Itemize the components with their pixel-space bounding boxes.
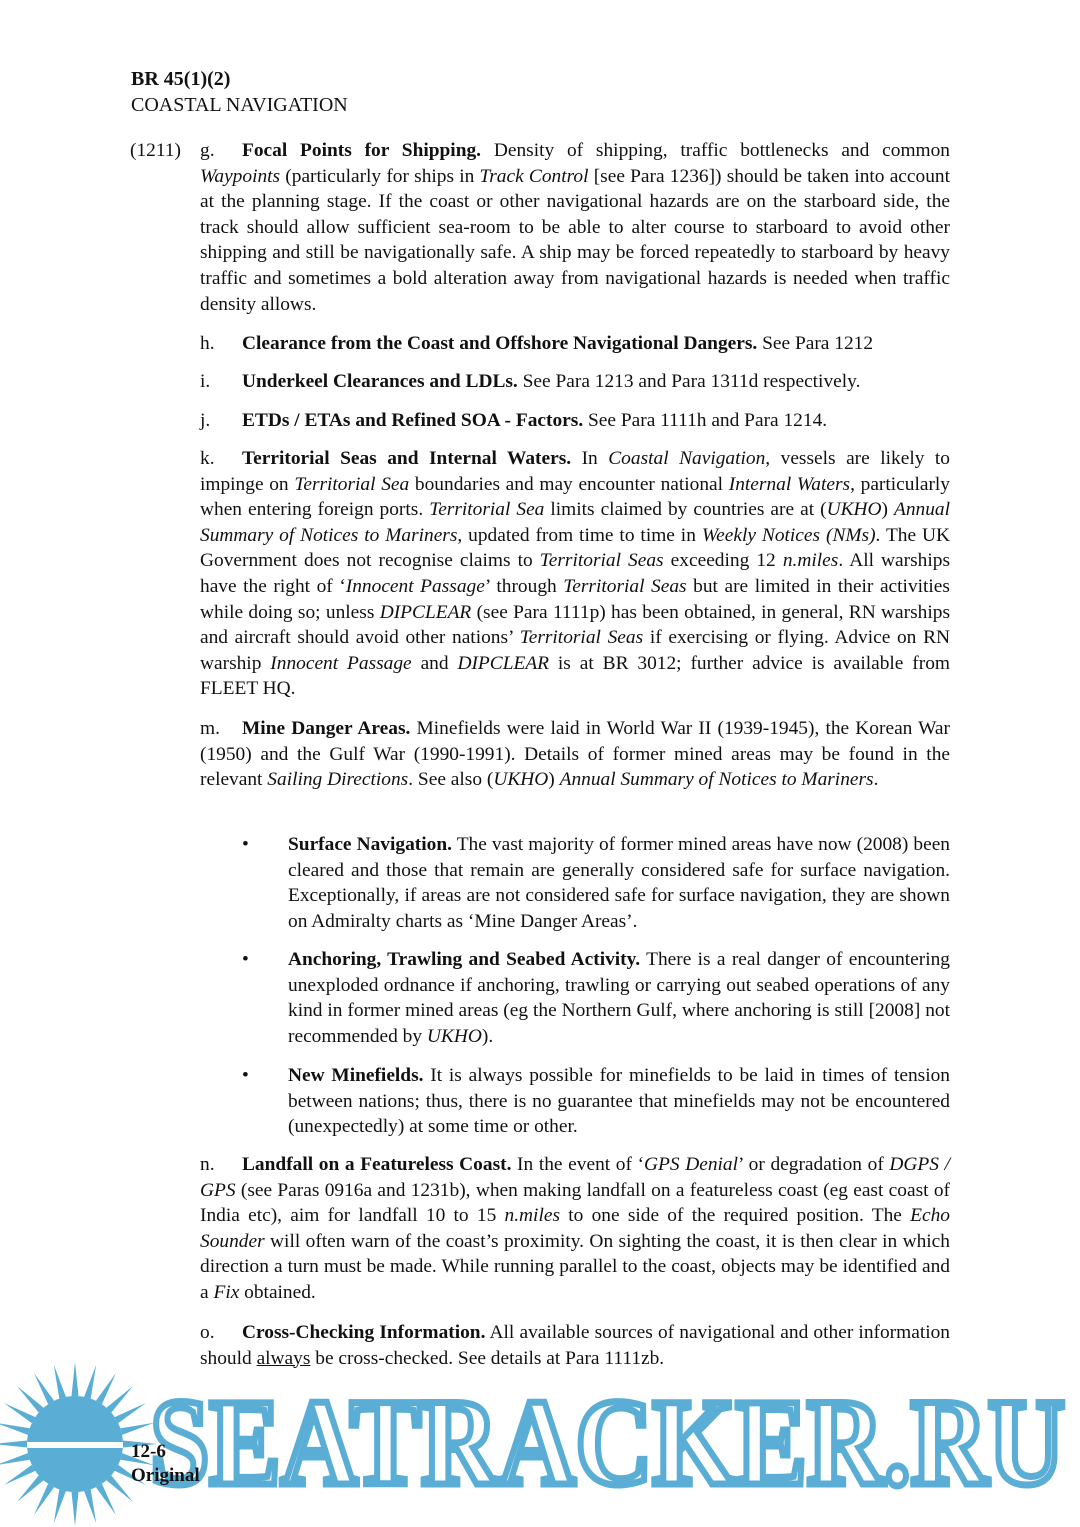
sun-ray (115, 1403, 146, 1423)
term: DIPCLEAR (379, 601, 472, 623)
term: UKHO (426, 1025, 482, 1047)
sun-ray (84, 1365, 96, 1399)
bullet-symbol: • (242, 834, 249, 855)
item-heading: Focal Points for Shipping. (242, 140, 482, 161)
item-k (200, 446, 950, 702)
term: Territorial Seas (563, 575, 687, 597)
bullet-heading: Surface Navigation. (288, 834, 452, 855)
text: exceeding 12 (663, 550, 783, 572)
sun-ray (4, 1465, 35, 1485)
item-heading: Landfall on a Featureless Coast. (242, 1154, 512, 1175)
emphasis: always (256, 1347, 311, 1369)
text: to one side of the required position. The (560, 1205, 911, 1227)
sun-ray (84, 1489, 96, 1523)
text: (particularly for ships in (280, 165, 480, 187)
item-n (200, 1152, 950, 1306)
sun-ray (0, 1441, 27, 1448)
sun-horizon (27, 1442, 123, 1448)
term: Annual Summary of Notices to Mariners (200, 499, 951, 546)
sun-ray (0, 1423, 30, 1435)
item-heading: Territorial Seas and Internal Waters. (242, 448, 572, 469)
sun-ray (106, 1386, 133, 1413)
sun-ray (54, 1489, 66, 1523)
term: Innocent Passage (270, 652, 412, 674)
text: if exercising or flying. Advice on RN warship (200, 627, 950, 674)
text: obtained. (239, 1281, 316, 1303)
text: See Para 1212 (757, 333, 874, 354)
item-heading: ETDs / ETAs and Refined SOA - Factors. (242, 410, 584, 431)
text: , particularly when entering foreign ports. (200, 473, 950, 521)
bullet-heading: Anchoring, Trawling and Seabed Activity. (288, 949, 641, 970)
watermark-text: SEATRACKER.RU (150, 1374, 1065, 1511)
text: Minefields were laid in World War II (1939-1945), the Korean War (1950) and the Gulf War (1990-1991). Details of former mined areas may be found in the relevant (200, 718, 950, 791)
text: , vessels are likely to impinge on (200, 448, 950, 495)
text: See Para 1111h and Para 1214. (583, 410, 828, 431)
term: Territorial Seas (539, 550, 664, 572)
text: It is always possible for minefields to be laid in times of tension between nations; thus, there is no guarantee that minefields may not be encountered (unexpectedly) at some time or other. (288, 1065, 950, 1138)
term: Internal Waters (728, 473, 851, 495)
text: In (571, 448, 609, 469)
item-label: h. (200, 333, 215, 354)
text: In the event of ‘ (511, 1154, 645, 1175)
item-label: n. (200, 1154, 215, 1175)
text: ’ or degradation of (738, 1154, 890, 1175)
document-title: COASTAL NAVIGATION (131, 94, 348, 116)
text: but are limited in their activities while doing so; unless (200, 575, 950, 623)
bullet-symbol: • (242, 1065, 249, 1086)
text: The vast majority of former mined areas have now (2008) been cleared and those that remain are generally considered safe for surface navigation. Exceptionally, if areas are not considered safe for surface navigation, they are shown on Admiralty charts as ‘Mine Danger Areas’. (288, 834, 950, 932)
text: ). (481, 1025, 494, 1047)
item-m (200, 716, 950, 793)
bullet-surface-navigation (288, 832, 950, 934)
term: Coastal Navigation (608, 448, 766, 469)
item-heading: Mine Danger Areas. (242, 718, 411, 739)
page-footer (131, 1440, 200, 1488)
text: . (873, 769, 879, 791)
term: n.miles (782, 550, 839, 572)
term: Track Control (479, 165, 589, 187)
term: UKHO (826, 499, 882, 521)
sun-ray (106, 1475, 133, 1502)
text: There is a real danger of encountering unexploded ordnance if anchoring, trawling or carrying out seabed operations of any kind in former mined areas (eg the Northern Gulf, where anchoring is still [2008] not recommended by (288, 949, 950, 1047)
bullet-symbol: • (242, 949, 249, 970)
text: and (411, 652, 458, 674)
item-label: g. (200, 140, 215, 161)
term: Territorial Sea (429, 499, 545, 521)
text: All available sources of navigational and other information should (200, 1322, 950, 1369)
item-label: i. (200, 371, 211, 392)
bullet-anchoring (288, 947, 950, 1049)
page-number: 12-6 (131, 1441, 166, 1462)
text: ) (548, 769, 560, 791)
sun-ray (72, 1492, 79, 1526)
bullet-new-minefields (288, 1063, 950, 1140)
sun-ray (17, 1386, 44, 1413)
document-code: BR 45(1)(2) (131, 68, 231, 90)
sun-ray (96, 1373, 116, 1404)
term: DIPCLEAR (457, 652, 550, 674)
text: (see Paras 0916a and 1231b), when making landfall on a featureless coast (eg east coast of India etc), aim for landfall 10 to 15 (200, 1179, 950, 1227)
text: is at BR 3012; further advice is available from FLEET HQ. (200, 652, 950, 700)
term: Annual Summary of Notices to Mariners (559, 769, 874, 791)
bullet-heading: New Minefields. (288, 1065, 424, 1086)
term: Waypoints (200, 165, 281, 187)
term: UKHO (493, 769, 549, 791)
item-label: k. (200, 448, 215, 469)
text: Density of shipping, traffic bottlenecks and common (481, 140, 950, 161)
text: . See also ( (408, 769, 494, 791)
item-heading: Clearance from the Coast and Offshore Navigational Dangers. (242, 333, 758, 354)
item-heading: Underkeel Clearances and LDLs. (242, 371, 518, 392)
term: Echo Sounder (200, 1205, 950, 1252)
text: . All warships have the right of ‘ (200, 550, 950, 597)
item-j (200, 408, 950, 434)
term: Territorial Seas (519, 627, 644, 649)
section-number: (1211) (130, 140, 181, 161)
sun-ray (17, 1475, 44, 1502)
text: limits claimed by countries are at ( (544, 499, 827, 521)
sun-ray (96, 1484, 116, 1515)
term: Weekly Notices (NMs) (701, 524, 876, 546)
item-g (200, 138, 950, 317)
page-header (131, 66, 348, 118)
sun-ray (34, 1484, 54, 1515)
text: . The UK Government does not recognise claims to (200, 524, 951, 572)
text: , updated from time to time in (457, 524, 702, 546)
term: n.miles (504, 1205, 560, 1227)
term: GPS Denial (644, 1154, 739, 1175)
text: ) (881, 499, 894, 521)
sun-ray (0, 1453, 30, 1465)
term: Innocent Passage (345, 575, 485, 597)
item-label: o. (200, 1322, 215, 1343)
item-heading: Cross-Checking Information. (242, 1322, 486, 1343)
sun-ray (54, 1365, 66, 1399)
term: Fix (213, 1281, 240, 1303)
text: be cross-checked. See details at Para 1111zb. (310, 1347, 665, 1369)
sun-ray (34, 1373, 54, 1404)
text: boundaries and may encounter national (409, 473, 729, 495)
text: See Para 1213 and Para 1311d respectively. (517, 371, 861, 392)
item-label: j. (200, 410, 211, 431)
item-i (200, 369, 950, 395)
item-label: m. (200, 718, 220, 739)
text: ’ through (484, 575, 564, 597)
term: Sailing Directions (267, 769, 409, 791)
text: will often warn of the coast’s proximity. On sighting the coast, it is then clear in which direction a turn must be made. While running parallel to the coast, objects may be identified and a (200, 1230, 950, 1303)
sun-ray (72, 1362, 79, 1396)
sun-ray (4, 1403, 35, 1423)
item-h (200, 331, 950, 357)
term: Territorial Sea (294, 473, 410, 495)
term: DGPS / GPS (200, 1154, 950, 1201)
revision-status: Original (131, 1465, 200, 1486)
text: [see Para 1236]) should be taken into account at the planning stage. If the coast or other navigational hazards are on the starboard side, the track should allow sufficient sea-room to be able to alter course to starboard to avoid other shipping and still be navigationally safe. A ship may be forced repeatedly to starboard by heavy traffic and sometimes a bold alteration away from navigational hazards is needed when traffic density allows. (200, 165, 950, 315)
text: (see Para 1111p) has been obtained, in general, RN warships and aircraft should avoid other nations’ (200, 601, 950, 649)
